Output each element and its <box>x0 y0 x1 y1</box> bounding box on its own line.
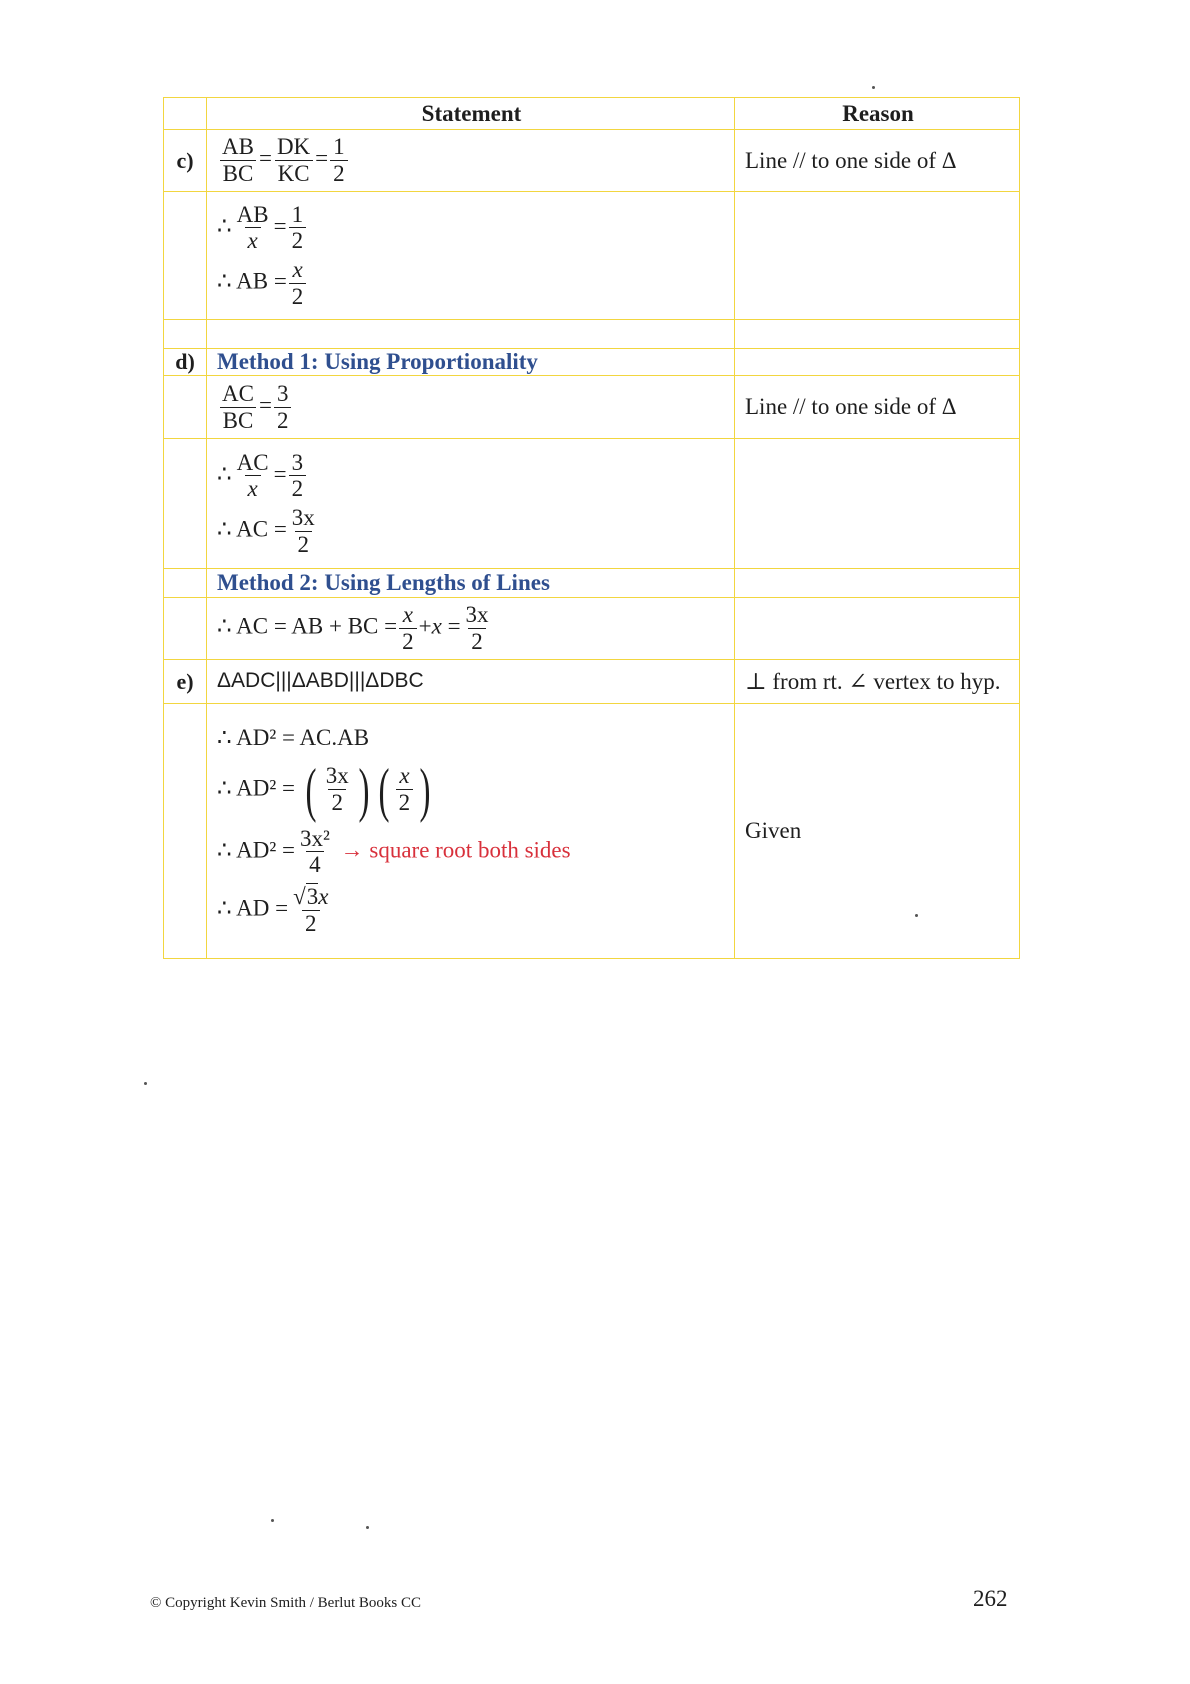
numerator: 3x <box>465 602 489 628</box>
scan-speck <box>366 1526 369 1529</box>
scan-speck <box>271 1519 274 1522</box>
denominator: 2 <box>289 227 307 254</box>
bracketed-term: ( $\frac{x}{2}$ ) <box>378 756 431 823</box>
table-header-row <box>164 98 1020 130</box>
numerator: AC <box>222 380 254 406</box>
denominator: x <box>245 475 261 502</box>
empty-label-cell <box>164 320 207 349</box>
empty-label-cell <box>164 704 207 959</box>
method-2-heading: Method 2: Using Lengths of Lines <box>207 569 735 598</box>
part-d-label: d) <box>164 349 207 376</box>
ab-equals: AB = <box>236 268 287 294</box>
empty-label-cell <box>164 439 207 569</box>
table-row <box>164 569 1020 598</box>
numerator: x <box>399 763 410 789</box>
therefore-symbol: ∴ <box>217 725 232 751</box>
empty-reason-cell <box>735 349 1020 376</box>
table-row <box>164 376 1020 439</box>
denominator: KC <box>275 160 313 187</box>
scan-speck <box>872 86 875 89</box>
empty-label-cell <box>164 192 207 320</box>
ad-equals: AD = <box>236 895 289 921</box>
empty-reason-cell <box>735 569 1020 598</box>
table-row <box>164 598 1020 660</box>
denominator: 4 <box>306 851 324 878</box>
table-row <box>164 192 1020 320</box>
sum-expression: AC = AB + BC = <box>236 613 398 639</box>
numerator: 3 <box>276 380 289 406</box>
table-row <box>164 130 1020 192</box>
ac-equals: AC = <box>236 516 287 542</box>
therefore-symbol: ∴ <box>217 268 232 294</box>
empty-label-cell <box>164 569 207 598</box>
table-row <box>164 349 1020 376</box>
proof-table <box>163 97 1020 959</box>
part-c-label: c) <box>164 130 207 192</box>
therefore-symbol: ∴ <box>217 837 232 863</box>
header-label-cell <box>164 98 207 130</box>
empty-label-cell <box>164 598 207 660</box>
therefore-symbol: ∴ <box>217 775 232 800</box>
therefore-symbol: ∴ <box>217 516 232 542</box>
reason-c-line-parallel: Line // to one side of Δ <box>735 130 1020 192</box>
statement-e-derivation <box>207 704 735 959</box>
numerator: 3x <box>291 505 315 530</box>
therefore-symbol: ∴ <box>217 895 232 921</box>
reason-e-perpendicular: ⊥ from rt. ∠ vertex to hyp. <box>735 660 1020 704</box>
statement-c-ratio: $\frac{AB}{BC}$ = $\frac{DK}{KC}$ = $\frac{1}{2}$ <box>207 130 735 192</box>
scan-speck <box>144 1082 147 1085</box>
table-row <box>164 704 1020 959</box>
numerator: 1 <box>333 134 345 160</box>
x-term: x <box>318 884 329 910</box>
numerator: 3x <box>325 763 349 789</box>
denominator: 2 <box>289 283 307 310</box>
empty-reason-cell <box>735 192 1020 320</box>
reason-e-given: Given <box>735 704 1020 959</box>
denominator: 2 <box>289 475 307 502</box>
reason-header: Reason <box>735 98 1020 130</box>
therefore-symbol: ∴ <box>217 613 232 639</box>
statement-c-derivation: ∴ $\frac{AB}{x}$ = $\frac{1}{2}$ ∴ AB = $\frac{x}{2}$ <box>207 192 735 320</box>
table-row <box>164 320 1020 349</box>
denominator: 2 <box>302 910 320 937</box>
denominator: 2 <box>328 789 346 816</box>
reason-d-line-parallel: Line // to one side of Δ <box>735 376 1020 439</box>
scan-speck <box>915 914 918 917</box>
ad-squared-product: AD² = AC.AB <box>236 725 370 751</box>
numerator: AB <box>222 134 254 160</box>
ad-squared-equals: AD² = <box>236 775 295 800</box>
numerator: 3 <box>291 449 304 475</box>
denominator: BC <box>220 160 257 187</box>
denominator: BC <box>220 407 257 434</box>
table-row <box>164 439 1020 569</box>
square-root-icon: √3 <box>293 884 319 910</box>
numerator: 3x² <box>299 825 330 851</box>
numerator: AC <box>236 449 269 475</box>
numerator: AB <box>236 201 269 227</box>
empty-reason-cell <box>735 598 1020 660</box>
statement-e-similar: ΔADC|||ΔABD|||ΔDBC <box>207 660 735 704</box>
x-term: x <box>431 613 442 639</box>
empty-reason-cell <box>735 320 1020 349</box>
ad-squared-equals: AD² = <box>236 837 295 863</box>
method-1-heading: Method 1: Using Proportionality <box>207 349 735 376</box>
numerator: 1 <box>291 201 304 227</box>
statement-d-sum: ∴ AC = AB + BC = $\frac{x}{2}$ +x = $\frac{3x}{2}$ <box>207 598 735 660</box>
part-e-label: e) <box>164 660 207 704</box>
table-row <box>164 660 1020 704</box>
empty-statement-cell <box>207 320 735 349</box>
denominator: 2 <box>468 628 486 655</box>
copyright-footer: © Copyright Kevin Smith / Berlut Books CC <box>150 1595 421 1611</box>
denominator: x <box>245 227 261 254</box>
denominator: 2 <box>396 789 414 816</box>
statement-d-ratio: $\frac{AC}{BC}$ = $\frac{3}{2}$ <box>207 376 735 439</box>
numerator: DK <box>276 134 311 160</box>
empty-label-cell <box>164 376 207 439</box>
square-root-note: → square root both sides <box>340 837 571 863</box>
therefore-symbol: ∴ <box>217 213 232 239</box>
radicand: 3 <box>306 884 319 910</box>
numerator: x <box>292 257 303 282</box>
empty-reason-cell <box>735 439 1020 569</box>
statement-header: Statement <box>207 98 735 130</box>
numerator: x <box>402 602 413 628</box>
denominator: 2 <box>295 531 313 558</box>
denominator: 2 <box>274 407 292 434</box>
page-number: 262 <box>973 1586 1008 1611</box>
bracketed-term: ( $\frac{3x}{2}$ ) <box>305 756 370 823</box>
statement-d-derivation: ∴ $\frac{AC}{x}$ = $\frac{3}{2}$ ∴ AC = $\frac{3x}{2}$ <box>207 439 735 569</box>
denominator: 2 <box>399 628 417 655</box>
denominator: 2 <box>330 160 348 187</box>
therefore-symbol: ∴ <box>217 461 232 487</box>
